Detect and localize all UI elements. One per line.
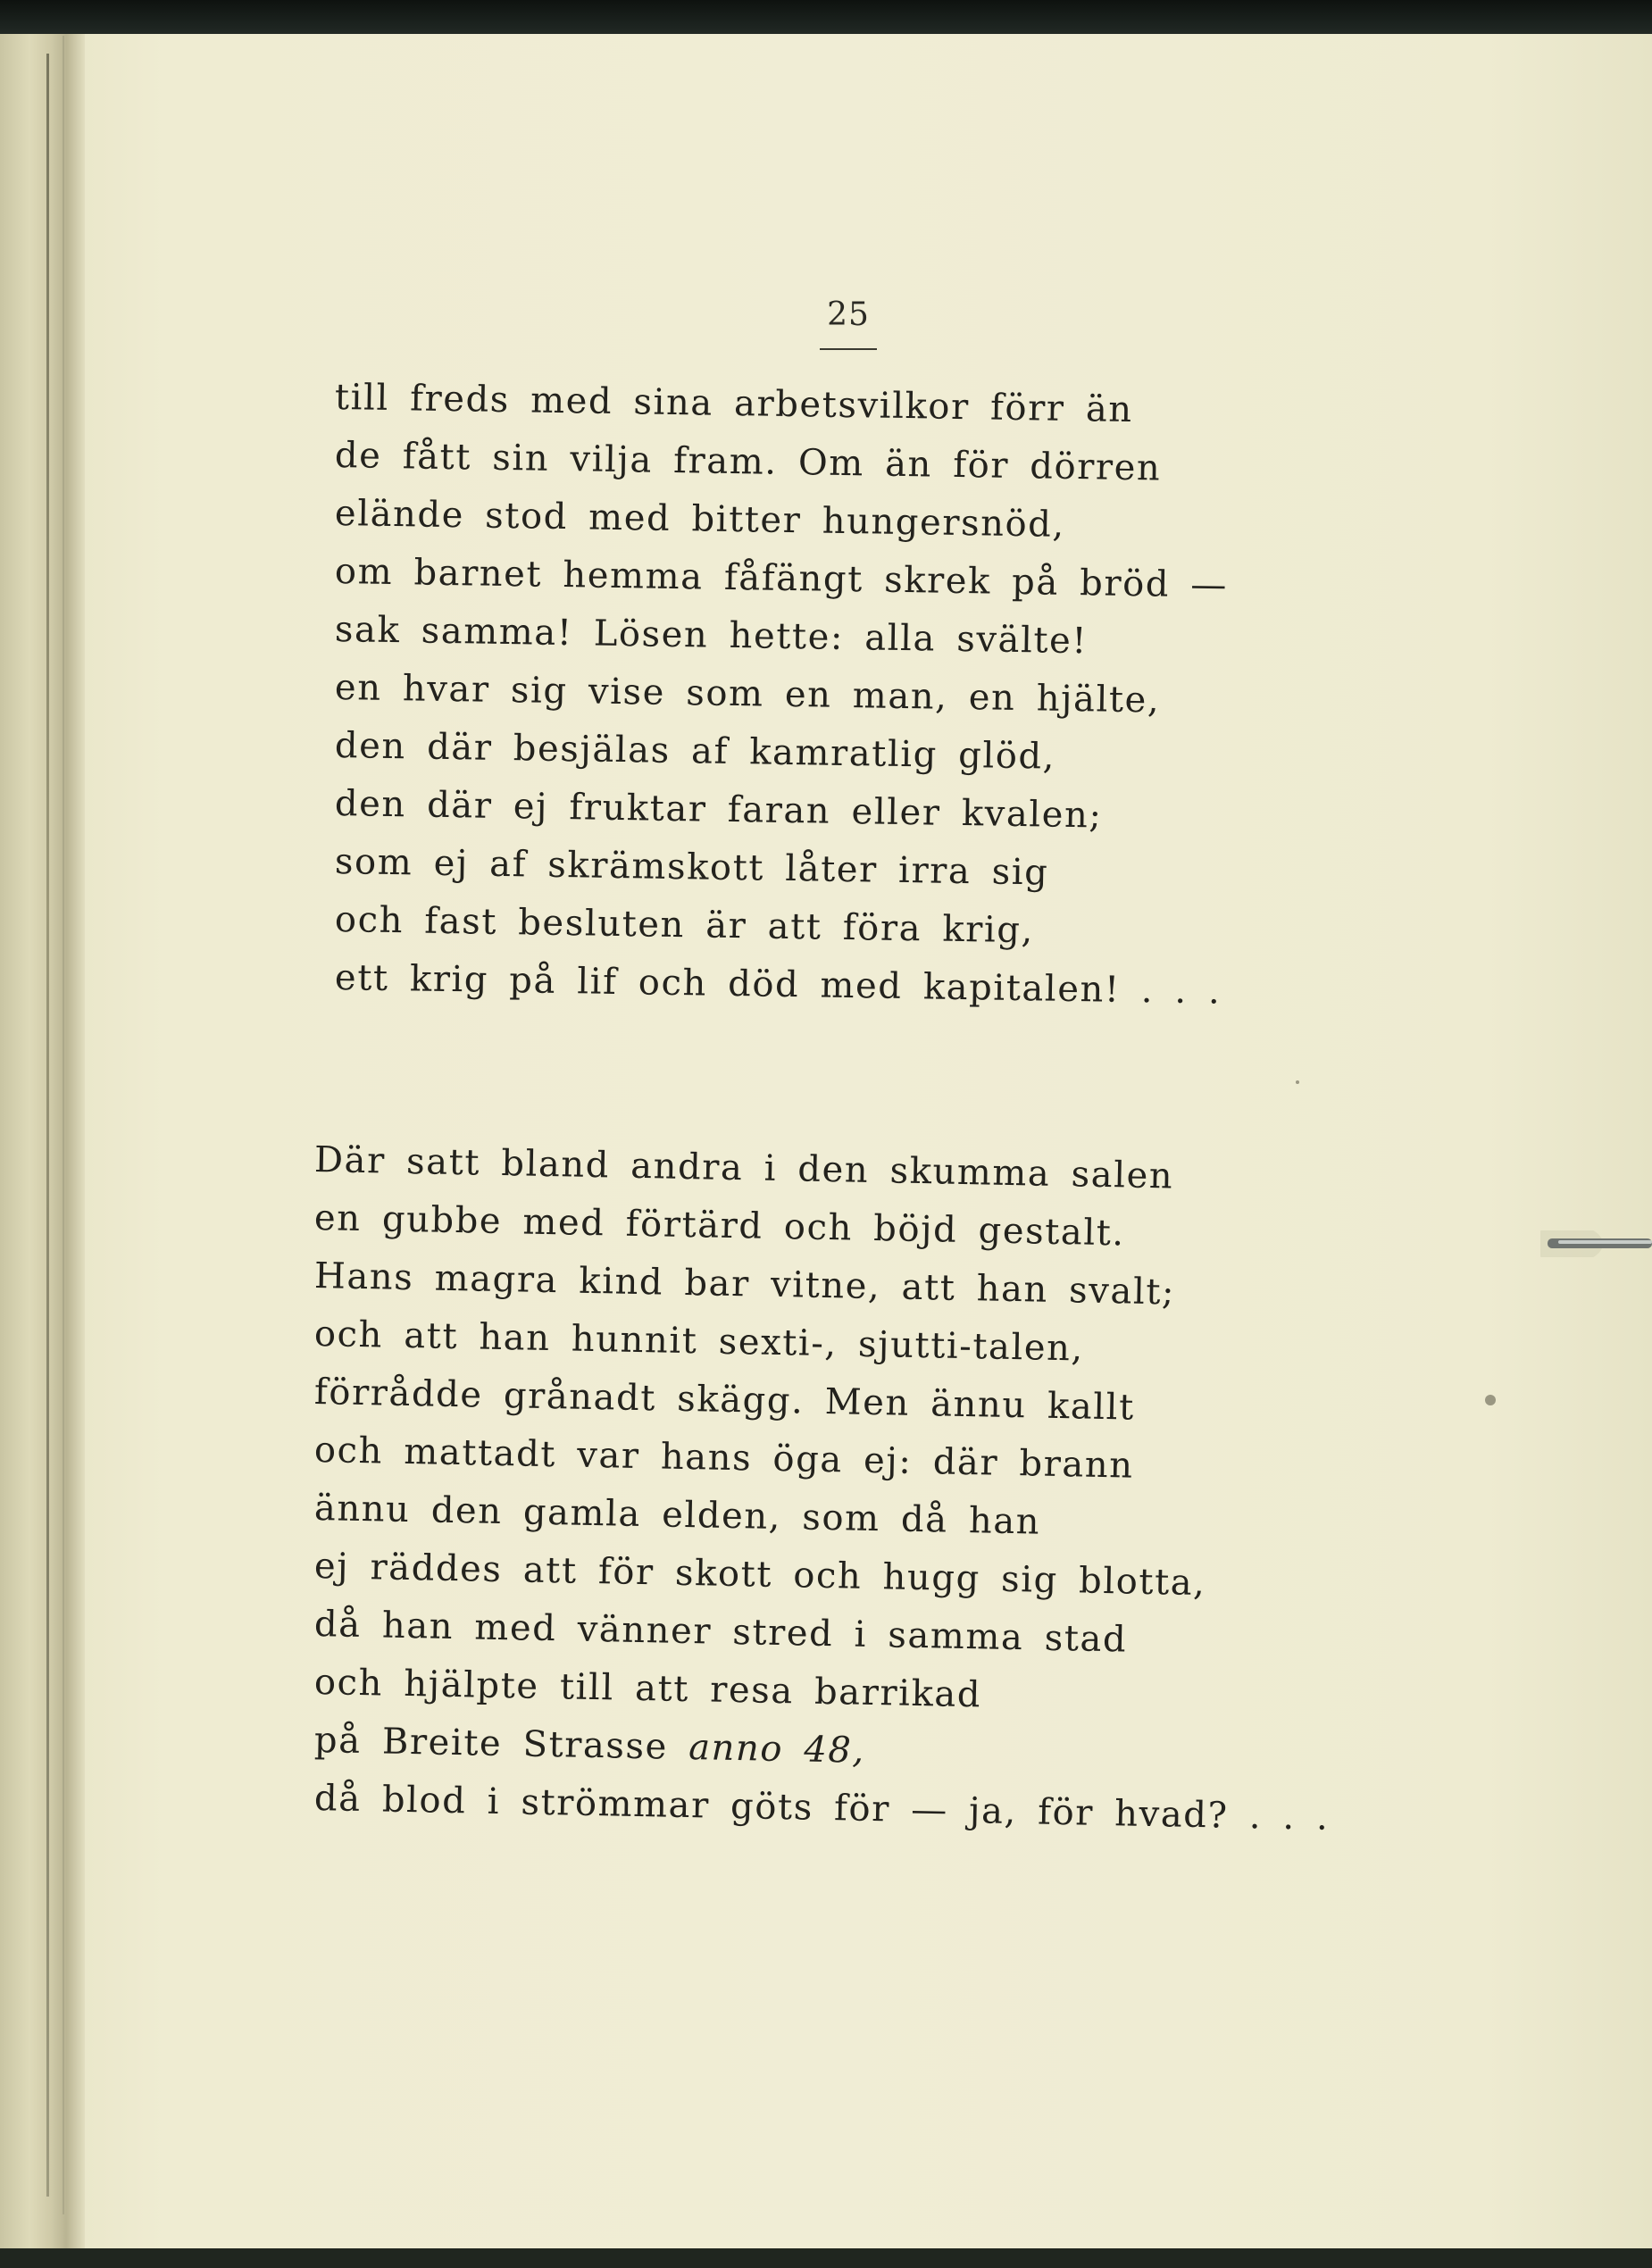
verse-line: en gubbe med förtärd och böjd gestalt. <box>313 1197 1126 1255</box>
verse-line: Där satt bland andra i den skumma salen <box>313 1139 1174 1197</box>
verse-line: elände stod med bitter hungersnöd, <box>334 493 1066 546</box>
verse-line: och mattadt var hans öga ej: där brann <box>313 1430 1135 1487</box>
verse-line: ej räddes att för skott och hugg sig blotta, <box>313 1546 1206 1605</box>
verse-line: den där ej fruktar faran eller kvalen; <box>334 783 1103 837</box>
spine-crease <box>46 54 49 2197</box>
stanza-1 <box>334 369 1229 1013</box>
verse-line: en hvar sig vise som en man, en hjälte, <box>334 667 1161 721</box>
verse-line: till freds med sina arbetsvilkor förr än <box>334 377 1134 431</box>
verse-line: som ej af skrämskott låter irra sig <box>334 841 1049 894</box>
book-background-bottom <box>0 2248 1652 2268</box>
verse-line: ett krig på lif och död med kapitalen! . . . <box>334 957 1222 1013</box>
verse-line: de fått sin vilja fram. Om än för dörren <box>334 435 1162 489</box>
book-spine-shadow <box>0 34 85 2250</box>
page-clip-icon <box>1540 1230 1652 1257</box>
verse-line: och hjälpte till att resa barrikad <box>313 1662 982 1716</box>
paper-speck <box>1485 1395 1496 1405</box>
verse-line: förrådde grånadt skägg. Men ännu kallt <box>313 1372 1136 1429</box>
verse-line: och att han hunnit sexti-, sjutti-talen, <box>313 1313 1085 1370</box>
verse-line: sak samma! Lösen hette: alla svälte! <box>334 609 1089 663</box>
page-number: 25 <box>827 296 870 333</box>
verse-line: då han med vänner stred i samma stad <box>313 1604 1128 1661</box>
paper-speck <box>1296 1080 1299 1084</box>
verse-line: Hans magra kind bar vitne, att han svalt; <box>313 1255 1176 1313</box>
spine-edge <box>63 36 64 2214</box>
italic-date: anno 48, <box>688 1727 866 1772</box>
verse-text: på Breite Strasse <box>313 1720 689 1769</box>
stanza-2 <box>313 1131 1330 1839</box>
verse-line: då blod i strömmar göts för — ja, för hvad? . . . <box>313 1778 1330 1839</box>
verse-line: och fast besluten är att föra krig, <box>334 899 1035 952</box>
page-number-underline <box>820 348 877 350</box>
verse-line: ännu den gamla elden, som då han <box>313 1488 1041 1543</box>
verse-line: den där besjälas af kamratlig glöd, <box>334 725 1056 778</box>
verse-line: om barnet hemma fåfängt skrek på bröd — <box>334 551 1229 606</box>
